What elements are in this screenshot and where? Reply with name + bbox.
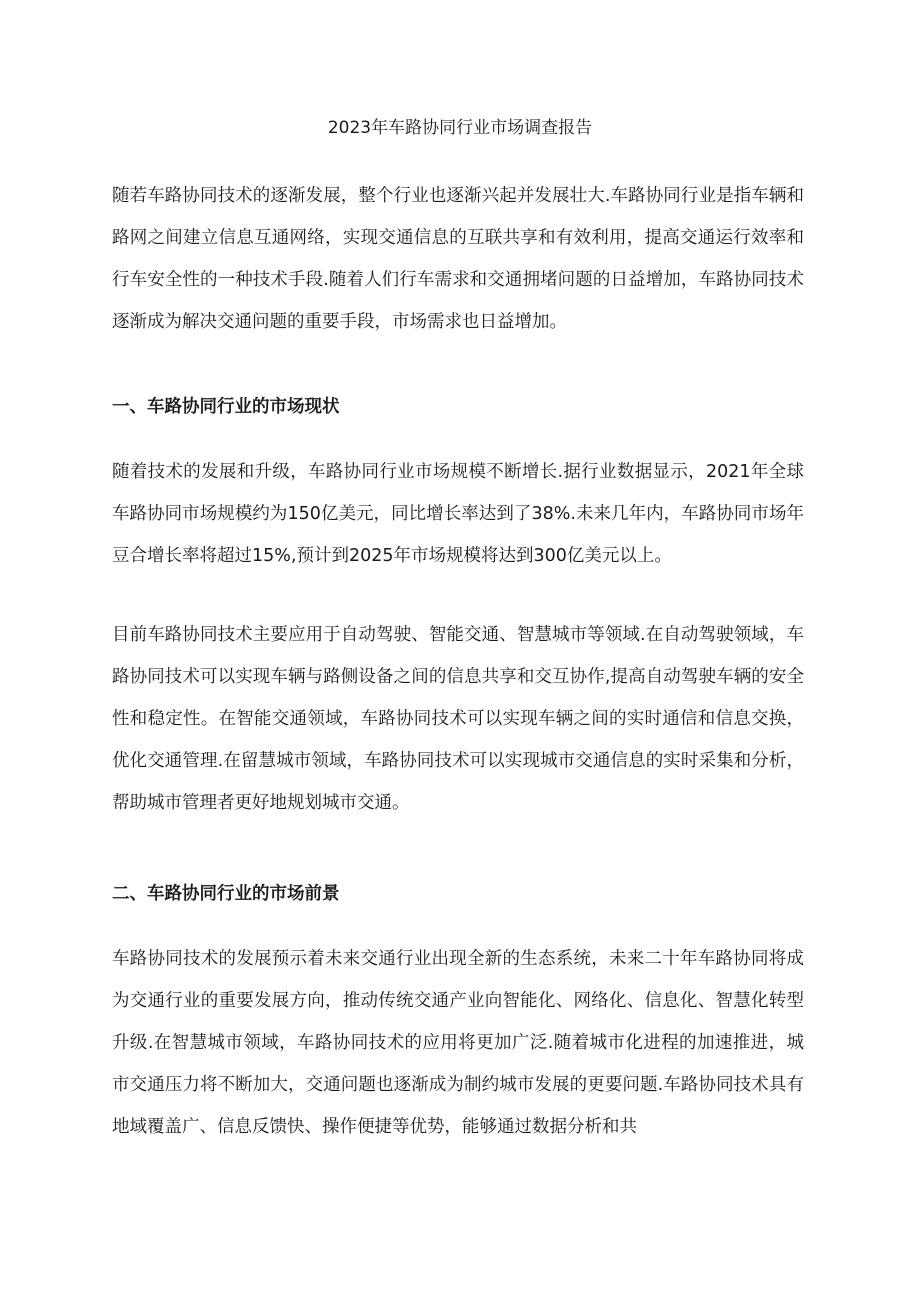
document-title: 2023年车路协同行业市场调查报告 bbox=[327, 118, 593, 138]
section-heading-market-outlook: 二、车路协同行业的市场前景 bbox=[112, 884, 340, 904]
section-heading-market-status: 一、车路协同行业的市场现状 bbox=[112, 397, 340, 417]
paragraph-market-size: 随着技术的发展和升级，车路协同行业市场规模不断增长.据行业数据显示，2021年全球车路协同市场规模约为150亿美元，同比增长率达到了38%.未来几年内，车路协同市场年豆合增长率将超过15%,预计到2025年市场规模将达到300亿美元以上。 bbox=[112, 462, 804, 566]
paragraph-applications: 目前车路协同技术主要应用于自动驾驶、智能交通、智慧城市等领域.在自动驾驶领域，车路协同技术可以实现车辆与路侧设备之间的信息共享和交互协作,提高自动驾驶车辆的安全性和稳定性。在智能交通领域，车路协同技术可以实现车辆之间的实时通信和信息交换，优化交通管理.在留慧城市领域，车路协同技术可以实现城市交通信息的实时采集和分析，帮助城市管理者更好地规划城市交通。 bbox=[112, 625, 804, 813]
paragraph-outlook: 车路协同技术的发展预示着未来交通行业出现全新的生态系统，未来二十年车路协同将成为交通行业的重要发展方向，推动传统交通产业向智能化、网络化、信息化、智慧化转型升级.在智慧城市领域，车路协同技术的应用将更加广泛.随着城市化进程的加速推进，城市交通压力将不断加大，交通问题也逐渐成为制约城市发展的更要问题.车路协同技术具有地域覆盖广、信息反馈快、操作便捷等优势，能够通过数据分析和共 bbox=[112, 949, 804, 1137]
intro-paragraph: 随若车路协同技术的逐渐发展，整个行业也逐渐兴起并发展壮大.车路协同行业是指车辆和路网之间建立信息互通网络，实现交通信息的互联共享和有效利用，提高交通运行效率和行车安全性的一种技术手段.随着人们行车需求和交通拥堵问题的日益增加，车路协同技术逐渐成为解决交通问题的重要手段，市场需求也日益增加。 bbox=[112, 186, 804, 332]
